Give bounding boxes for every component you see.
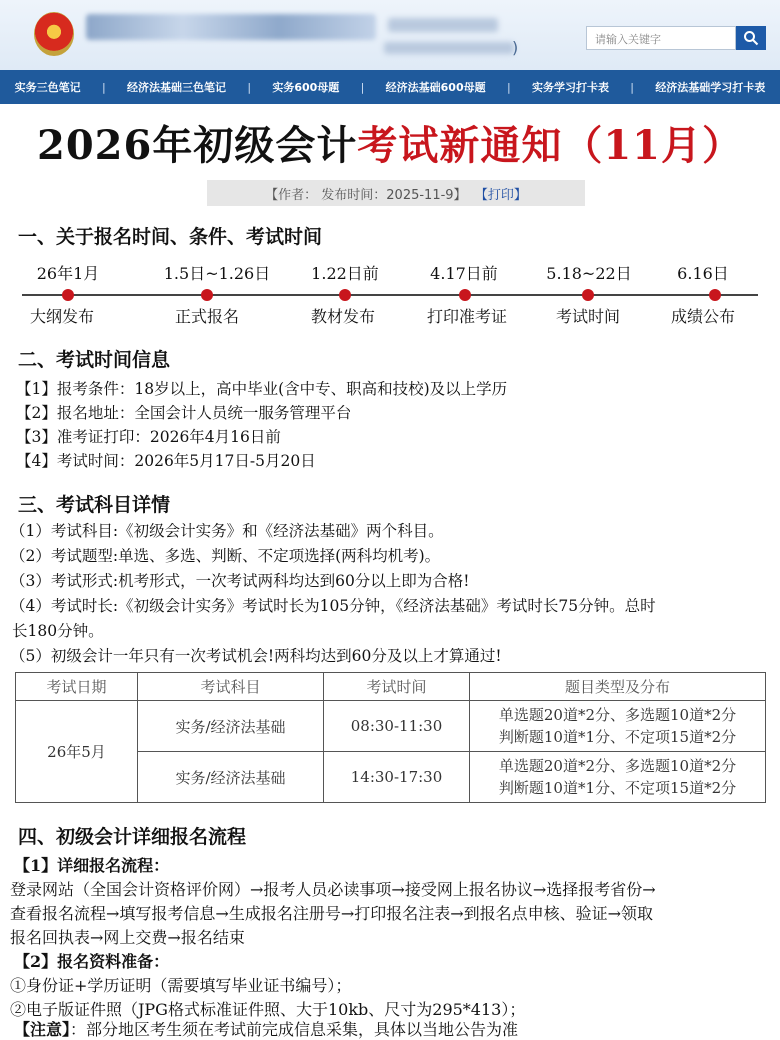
table-header-row	[16, 673, 766, 701]
timeline-date: 1.22日前	[311, 264, 379, 283]
blurred-site-title	[86, 14, 376, 40]
materials-subheading: 【2】报名资料准备：	[14, 952, 170, 971]
info-line: 【4】考试时间：2026年5月17日-5月20日	[16, 452, 316, 470]
info-line: 【1】报考条件：18岁以上，高中毕业(含中专、职高和技校)及以上学历	[16, 380, 508, 398]
timeline-date: 5.18~22日	[546, 264, 632, 283]
table-cell-distribution	[470, 752, 766, 803]
timeline-dot	[459, 289, 471, 301]
distribution-line: 判断题10道*1分、不定项15道*2分	[498, 728, 737, 746]
note-label: 【注意】	[14, 1020, 71, 1039]
note-text: ：部分地区考生须在考试前完成信息采集，具体以当地公告为准	[70, 1020, 519, 1039]
page-title-red: 考试新通知（11月）	[357, 122, 743, 169]
table-header-cell: 题目类型及分布	[470, 673, 766, 701]
table-cell-subject: 实务/经济法基础	[138, 701, 324, 752]
nav-separator: |	[506, 80, 511, 94]
emblem-logo	[34, 12, 74, 56]
note-line	[14, 1018, 774, 1040]
nav-item-shiwu-notes[interactable]: 实务三色笔记	[14, 81, 81, 94]
nav-separator: |	[247, 80, 252, 94]
timeline-dot	[201, 289, 213, 301]
timeline-event: 成绩公布	[670, 307, 735, 326]
timeline-date: 6.16日	[677, 264, 729, 283]
timeline-date: 4.17日前	[430, 264, 498, 283]
flow-line: 查看报名流程→填写报考信息→生成报名注册号→打印报名注表→到报名点申核、验证→领取	[10, 904, 654, 923]
detail-line: 长180分钟。	[12, 622, 104, 640]
nav-item-law-checkin[interactable]: 经济法基础学习打卡表	[655, 81, 766, 94]
flow-subheading: 【1】详细报名流程：	[14, 856, 170, 875]
table-cell-time: 08:30-11:30	[324, 701, 470, 752]
search-button[interactable]	[736, 26, 766, 50]
info-line: 【3】准考证打印：2026年4月16日前	[16, 428, 281, 446]
timeline-event: 教材发布	[310, 307, 375, 326]
timeline-event: 考试时间	[555, 307, 620, 326]
exam-schedule-table	[15, 672, 766, 803]
detail-line: （2）考试题型:单选、多选、判断、不定项选择(两科均机考)。	[10, 547, 441, 565]
nav-item-shiwu-checkin[interactable]: 实务学习打卡表	[531, 81, 609, 94]
nav-item-law-notes[interactable]: 经济法基础三色笔记	[127, 81, 226, 94]
nav-item-shiwu-600[interactable]: 实务600母题	[272, 81, 340, 94]
timeline-dot	[582, 289, 594, 301]
table-cell-date: 26年5月	[16, 701, 138, 803]
article-meta	[207, 180, 585, 206]
page-title-black: 2026年初级会计	[37, 122, 358, 169]
detail-line: （3）考试形式:机考形式，一次考试两科均达到60分以上即为合格!	[10, 572, 470, 590]
timeline-event: 大纲发布	[29, 307, 94, 326]
page-title	[0, 114, 780, 171]
flow-line: 报名回执表→网上交费→报名结束	[10, 928, 245, 947]
timeline-date: 26年1月	[36, 264, 100, 283]
blurred-site-url	[384, 42, 514, 54]
distribution-line: 判断题10道*1分、不定项15道*2分	[498, 779, 737, 797]
distribution-line: 单选题20道*2分、多选题10道*2分	[498, 757, 737, 775]
table-cell-time: 14:30-17:30	[324, 752, 470, 803]
header-paren: )	[512, 38, 519, 57]
detail-line: （1）考试科目:《初级会计实务》和《经济法基础》两个科目。	[10, 522, 444, 540]
section-heading-3: 三、考试科目详情	[18, 494, 171, 516]
info-line: 【2】报名地址：全国会计人员统一服务管理平台	[16, 404, 352, 422]
table-header-cell: 考试时间	[324, 673, 470, 701]
section-heading-4: 四、初级会计详细报名流程	[18, 826, 247, 848]
timeline-line	[22, 294, 758, 296]
table-header-cell: 考试科目	[138, 673, 324, 701]
timeline-date: 1.5日~1.26日	[163, 264, 271, 283]
table-row	[16, 701, 766, 752]
site-header	[0, 0, 780, 70]
detail-line: （4）考试时长:《初级会计实务》考试时长为105分钟，《经济法基础》考试时长75分钟。总时	[10, 597, 656, 615]
table-cell-subject: 实务/经济法基础	[138, 752, 324, 803]
main-nav	[0, 70, 780, 104]
timeline-event: 打印准考证	[426, 307, 507, 326]
nav-item-law-600[interactable]: 经济法基础600母题	[385, 81, 486, 94]
table-header-cell: 考试日期	[16, 673, 138, 701]
detail-line: （5）初级会计一年只有一次考试机会!两科均达到60分及以上才算通过!	[10, 647, 502, 665]
distribution-line: 单选题20道*2分、多选题10道*2分	[498, 706, 737, 724]
section-heading-2: 二、考试时间信息	[18, 349, 171, 371]
blurred-site-subtitle	[388, 18, 498, 32]
search-input[interactable]: 请输入关键字	[586, 26, 736, 50]
timeline-dot	[62, 289, 74, 301]
nav-separator: |	[630, 80, 634, 94]
materials-line: ②电子版证件照（JPG格式标准证件照、大于10kb、尺寸为295*413）；	[10, 1000, 526, 1019]
timeline-dot	[339, 289, 351, 301]
section-heading-1: 一、关于报名时间、条件、考试时间	[18, 226, 323, 248]
nav-separator: |	[101, 80, 106, 94]
timeline-dot	[709, 289, 721, 301]
article-author-date: 【作者： 发布时间：2025-11-9】	[265, 188, 467, 203]
search-icon	[743, 30, 759, 46]
materials-line: ①身份证+学历证明（需要填写毕业证书编号）；	[10, 976, 352, 995]
timeline-event: 正式报名	[174, 307, 239, 326]
flow-line: 登录网站（全国会计资格评价网）→报考人员必读事项→接受网上报名协议→选择报考省份→	[10, 880, 656, 899]
print-link[interactable]: 【打印】	[474, 188, 527, 203]
nav-separator: |	[360, 80, 365, 94]
table-cell-distribution	[470, 701, 766, 752]
